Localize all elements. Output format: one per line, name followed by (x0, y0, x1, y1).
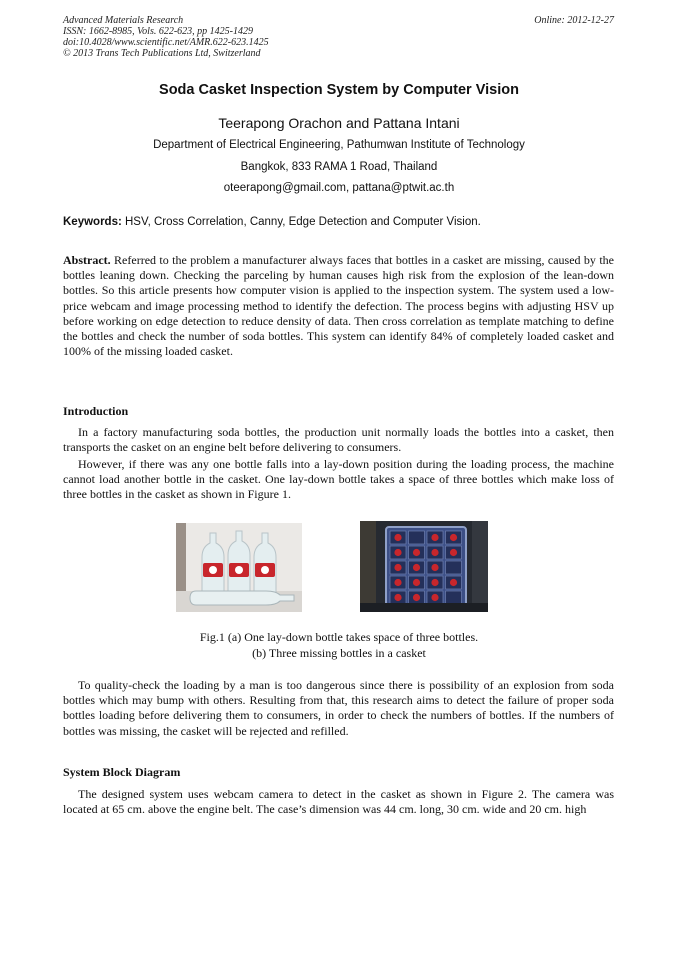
figure-1a-image (176, 523, 302, 612)
abstract (63, 253, 614, 359)
copyright-line: © 2013 Trans Tech Publications Ltd, Switzerland (63, 48, 261, 59)
bottle-cap (394, 564, 401, 571)
bottles-photo (176, 523, 302, 612)
casket-photo (360, 521, 488, 612)
abstract-text: Referred to the problem a manufacturer always faces that bottles in a casket are missing, caused by the bottles leaning down. Checking the parceling by human causes high risk from the explosion of the lean-down bottles. So this article presents how computer vision is applied to the inspection system. The system used a low-price webcam and image processing method to identify the defection. The process begins with adjusting HSV up before working on edge detection to reduce density of data. Then cross correlation as template matching to define the bottles and check the number of soda bottles. This system can identify 84% of completely loaded casket and 100% of the missing loaded casket. (63, 253, 614, 359)
doi-line: doi:10.4028/www.scientific.net/AMR.622-623.1425 (63, 37, 269, 48)
paper-title: Soda Casket Inspection System by Computer Vision (159, 82, 519, 98)
introduction-heading: Introduction (63, 404, 129, 418)
introduction-paragraph-2: However, if there was any one bottle falls into a lay-down position during the loading process, the machine cannot load another bottle in the casket. One lay-down bottle takes a space of three bottles which make loss of three bottles in the casket as shown in Figure 1. (63, 457, 614, 502)
casket-cell (409, 531, 425, 544)
bottle-cap (450, 549, 457, 556)
figure-1-caption-line-2: (b) Three missing bottles in a casket (252, 646, 426, 660)
bottle-cap (431, 534, 438, 541)
bottle-cap (431, 594, 438, 601)
affiliation-address: Bangkok, 833 RAMA 1 Road, Thailand (240, 161, 438, 173)
system-paragraph-1: The designed system uses webcam camera to detect in the casket as shown in Figure 2. The camera was located at 65 cm. above the engine belt. The case’s dimension was 44 cm. long, 30 cm. wide and 20 cm. high (63, 787, 614, 817)
casket-cell (446, 561, 462, 574)
journal-name: Advanced Materials Research (63, 15, 184, 26)
bottle-cap (394, 534, 401, 541)
authors: Teerapong Orachon and Pattana Intani (218, 115, 460, 131)
keywords (63, 216, 481, 228)
bottle-cap (450, 534, 457, 541)
bottle-cap (413, 549, 420, 556)
online-date: Online: 2012-12-27 (534, 15, 614, 26)
figure-1-caption-line-1: Fig.1 (a) One lay-down bottle takes space of three bottles. (199, 630, 479, 644)
keywords-text: HSV, Cross Correlation, Canny, Edge Detection and Computer Vision. (121, 216, 481, 228)
figure-1b-image (360, 521, 488, 612)
quality-check-paragraph: To quality-check the loading by a man is too dangerous since there is possibility of an explosion from soda bottles which may bump with others. Resulting from that, this research aims to detect the failure of proper soda bottles loading before delivering them to consumers, in order to check the numbers of bottles. If the numbers of bottles was missing, the casket will be rejected and refilled. (63, 678, 614, 738)
bottle-cap (394, 549, 401, 556)
bottle-cap (413, 594, 420, 601)
journal-header (63, 15, 269, 59)
affiliation-department: Department of Electrical Engineering, Pathumwan Institute of Technology (153, 139, 525, 151)
bottle-cap (450, 579, 457, 586)
abstract-label: Abstract. (63, 253, 111, 267)
keywords-label: Keywords: (63, 216, 122, 228)
bottle-cap (431, 579, 438, 586)
system-block-diagram-heading: System Block Diagram (63, 765, 181, 779)
bottle-cap (394, 594, 401, 601)
bottle-cap (413, 579, 420, 586)
casket-cell (446, 591, 462, 604)
introduction-paragraph-1: In a factory manufacturing soda bottles, the production unit normally loads the bottles into a casket, then transports the casket on an engine belt before delivering to consumers. (63, 425, 614, 455)
bottle-cap (394, 579, 401, 586)
issn-line: ISSN: 1662-8985, Vols. 622-623, pp 1425-1429 (63, 26, 253, 37)
bottle-cap (431, 564, 438, 571)
bottle-cap (431, 549, 438, 556)
author-emails: oteerapong@gmail.com, pattana@ptwit.ac.th (223, 182, 455, 194)
bottle-cap (413, 564, 420, 571)
